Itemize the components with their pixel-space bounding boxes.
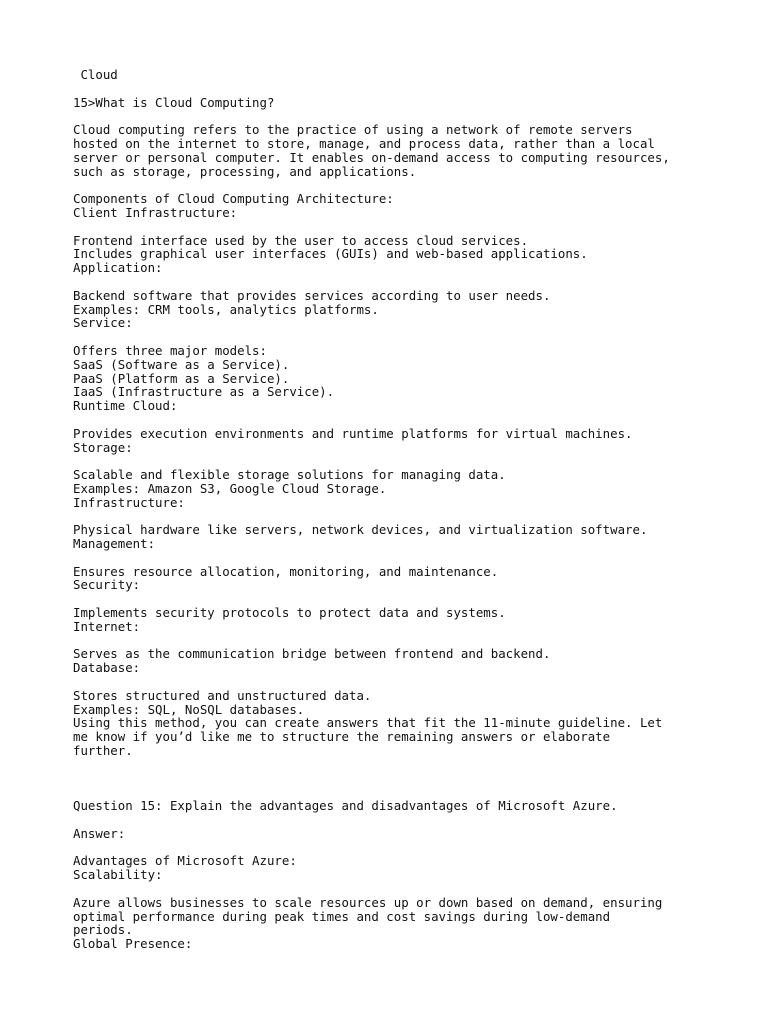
text-line: Frontend interface used by the user to access cloud services. [73,232,529,248]
text-line: Advantages of Microsoft Azure: [73,853,297,869]
text-line: such as storage, processing, and applications. [73,163,417,179]
blank-line [73,330,753,344]
text-line: periods. [73,922,133,938]
text-line: Security: [73,577,141,593]
blank-line [73,413,753,427]
text-line: Database: [73,660,141,676]
text-line: server or personal computer. It enables on-demand access to computing resources, [73,149,670,165]
text-line: Storage: [73,439,133,455]
text-line: Client Infrastructure: [73,204,238,220]
text-line: SaaS (Software as a Service). [73,356,290,372]
text-line: Stores structured and unstructured data. [73,687,372,703]
text-line: Examples: CRM tools, analytics platforms. [73,301,379,317]
blank-line [73,178,753,192]
text-line: Cloud [73,67,118,82]
blank-line [73,82,753,96]
blank-line [73,841,753,855]
text-line: Provides execution environments and runtime platforms for virtual machines. [73,425,633,441]
text-line: Answer: [73,825,126,841]
text-line: Physical hardware like servers, network devices, and virtualization software. [73,522,648,538]
text-line: Global Presence: [73,936,193,952]
text-line: Internet: [73,618,141,634]
text-line: Azure allows businesses to scale resources up or down based on demand, ensuring [73,894,663,910]
blank-line [73,592,753,606]
text-line: Ensures resource allocation, monitoring, and maintenance. [73,563,499,579]
blank-line [73,109,753,123]
blank-line [73,220,753,234]
text-line: Infrastructure: [73,494,185,510]
text-line: me know if you’d like me to structure the remaining answers or elaborate [73,729,611,745]
text-line: 15>What is Cloud Computing? [73,94,275,110]
blank-line [73,882,753,896]
text-line: Examples: SQL, NoSQL databases. [73,701,305,717]
text-line: IaaS (Infrastructure as a Service). [73,384,335,400]
text-line: Scalable and flexible storage solutions for managing data. [73,467,506,483]
text-line: Application: [73,260,163,276]
text-line: Serves as the communication bridge between frontend and backend. [73,646,551,662]
text-line: Scalability: [73,867,163,883]
text-line: Service: [73,315,133,331]
text-line: Management: [73,536,156,552]
blank-line [73,772,753,786]
text-line: optimal performance during peak times and cost savings during low-demand [73,908,611,924]
blank-line [73,275,753,289]
text-line: Runtime Cloud: [73,398,178,414]
blank-line [73,785,753,799]
text-line: Offers three major models: [73,342,267,358]
blank-line [73,675,753,689]
blank-line [73,551,753,565]
text-line: Examples: Amazon S3, Google Cloud Storage. [73,480,387,496]
text-line: Backend software that provides services according to user needs. [73,287,551,303]
blank-line [73,510,753,524]
blank-line [73,634,753,648]
text-line: further. [73,743,133,759]
blank-line [73,758,753,772]
text-line: Implements security protocols to protect data and systems. [73,605,506,621]
text-line: Cloud computing refers to the practice of using a network of remote servers [73,122,633,138]
text-line: Using this method, you can create answers that fit the 11-minute guideline. Let [73,715,663,731]
document-page [73,68,753,951]
text-line: hosted on the internet to store, manage, and process data, rather than a local [73,135,655,151]
text-line: PaaS (Platform as a Service). [73,370,290,386]
text-line: Question 15: Explain the advantages and disadvantages of Microsoft Azure. [73,798,618,814]
blank-line [73,454,753,468]
text-line: Includes graphical user interfaces (GUIs) and web-based applications. [73,246,588,262]
blank-line [73,813,753,827]
text-line: Components of Cloud Computing Architecture: [73,191,394,207]
